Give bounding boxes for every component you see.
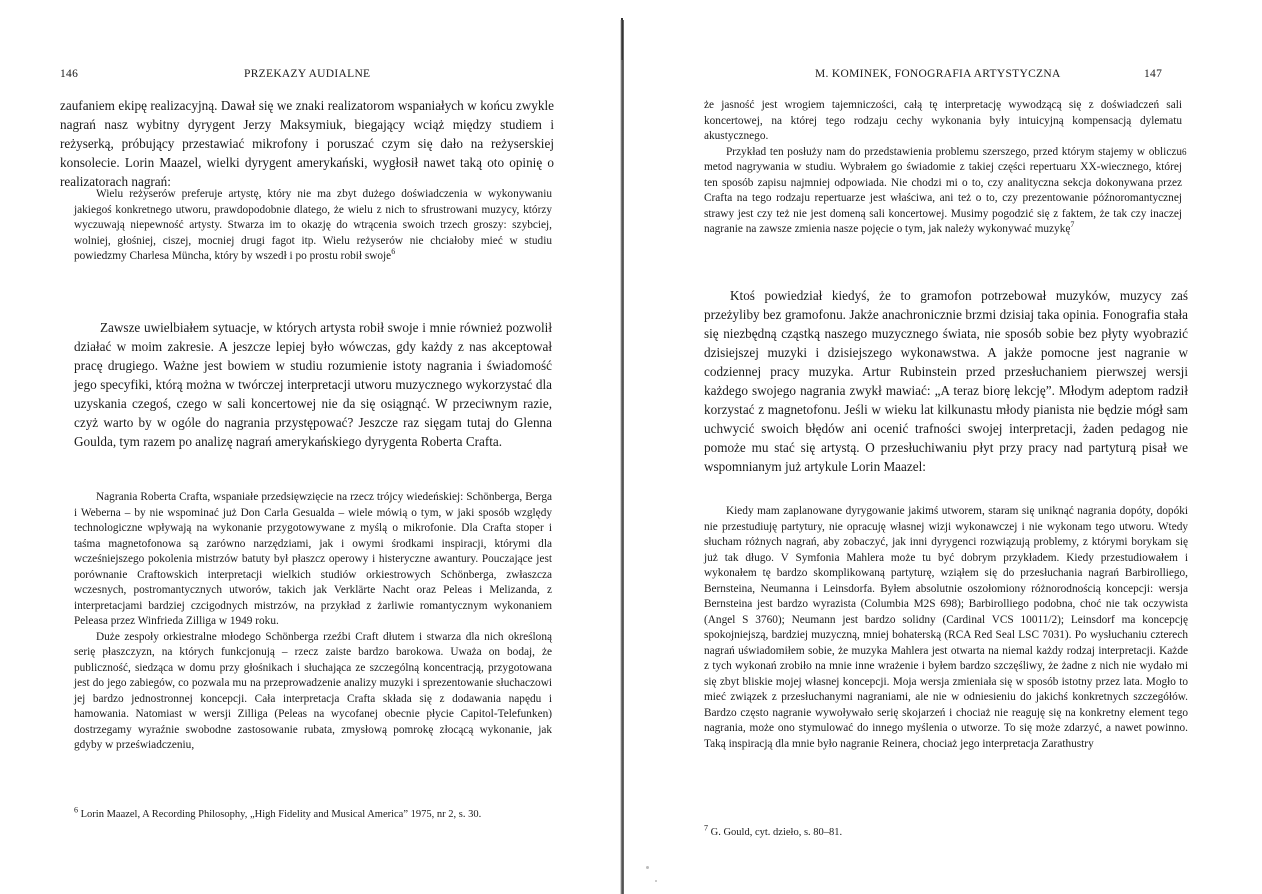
left-page (0, 0, 620, 894)
scan-speck (646, 866, 649, 869)
running-head: M. KOMINEK, FONOGRAFIA ARTYSTYCZNA (815, 68, 1061, 80)
block-quote (74, 187, 552, 265)
paragraph: Ktoś powiedział kiedyś, że to gramofon potrzebował muzyków, muzycy zaś przeżyliby bez gramofonu. Jakże anachronicznie brzmi dzisiaj taka opinia. Fonografia stała się niezbędną cząstką naszego muzycznego świata, nie sposób sobie bez płyty wyobrazić dzisiejszej muzyki i dzisiejszego wykonawstwa. A jakże pomocne jest nagranie w codziennej pracy muzyka. Artur Rubinstein przed przesłuchaniem pierwszej wersji każdego swojego nagrania zwykł mawiać: „A teraz biorę lekcję”. Młodym adeptom radził korzystać z magnetofonu. Jeśli w wieku lat kilkunastu młody pianista nie będzie mógł sam uchwycić swoich błędów ani ocenić trafności swojej interpretacji, żaden pedagog nie pomoże mu stać się artystą. O przesłuchiwaniu płyt przy pracy nad partyturą pisał we wspomnianym już artykule Lorin Maazel: (704, 288, 1188, 474)
footnote (704, 823, 1182, 840)
right-page (626, 0, 1262, 894)
paragraph: zaufaniem ekipę realizacyjną. Dawał się we znaki realizatorom wspaniałych w końcu zwykle nagrań nasz wybitny dyrygent Jerzy Maksymiuk, biegający wciąż między studiem i reżyserką, próbujący przestawiać mikrofony i poruszać czym się dało na reżyserskiej konsolecie. Lorin Maazel, wielki dyrygent amerykański, wygłosił nawet taką oto opinię o realizatorach nagrań: (60, 98, 554, 189)
quote-text: Przykład ten posłuży nam do przedstawienia problemu szerszego, przed którym stajemy w obliczu metod nagrywania w studiu. Wybrałem go świadomie z takiej części repertuaru XX-wiecznego, której ten sposób zapisu najmniej odpowiada. Nie chodzi mi o to, czy analityczna sekcja dokonywana przez Crafta na tego rodzaju repertuarze jest właściwa, ani też o to, czy prezentowanie późnoromantycznej strawy jest czy też nie jest domeną sali koncertowej. Musimy pogodzić się z faktem, że tak czy inaczej nagranie na zawsze zmienia nasze pojęcie o tym, jak należy wykonywać muzykę (704, 145, 1182, 235)
page-number: 146 (60, 68, 79, 80)
footnote-number: 7 (704, 823, 708, 833)
quote-paragraph (74, 187, 552, 265)
quote-paragraph: Duże zespoły orkiestralne młodego Schönberga rzeźbi Craft dłutem i stwarza dla nich określoną serię płaszczyzn, na których funkcjonują – rzecz zaiste bardzo barokowa. Uważa on bodaj, że publiczność, siedząca w domu przy głośnikach i słuchająca ze szczególną koncentracją, przygotowana jest do jego zabiegów, co pozwala mu na przeprowadzenie analizy muzyki i sprezentowanie słuchaczowi jej bardzo jednostronnej koncepcji. Cała interpretacja Crafta składa się z dodawania napędu i hamowania. Natomiast w wersji Zilliga (Peleas na wycofanej obecnie płycie Capitol-Telefunken) dostrzegamy wyraźnie swobodne zastosowanie rubata, zmysłową pomrokę złocącą wykonanie, jak gdyby w przeświadczeniu, (74, 630, 552, 751)
margin-mark: 6 (1182, 147, 1187, 157)
quote-paragraph: Nagrania Roberta Crafta, wspaniałe przedsięwzięcie na rzecz trójcy wiedeńskiej: Schönberga, Berga i Weberna – by nie wspominać już Don Carla Gesualda – wiele mówią o tym, w jaki sposób względy technologiczne wpływają na wykonanie przygotowywane z myślą o mikrofonie. Dla Crafta stoper i taśma magnetofonowa są zarówno narzędziami, jak i owymi środkami inspiracji, którymi dla wcześniejszego pokolenia mistrzów batuty był płaszcz operowy i histeryczne awantury. Pouczające jest porównanie Craftowskich interpretacji wielkich studiów orkiestrowych Schönberga, zwłaszcza wczesnych, postromantycznych utworów, takich jak Verklärte Nacht oraz Peleas i Melizanda, z interpretacjami bardziej czcigodnych mistrzów, na przykład z żarliwie romantycznym wykonaniem Peleasa przez Winfrieda Zilliga w 1949 roku. (74, 491, 552, 627)
main-text (704, 286, 1188, 476)
quote-paragraph: Kiedy mam zaplanowane dyrygowanie jakimś utworem, staram się uniknąć nagrania dopóty, dopóki nie przestudiuję partytury, nie opracuję własnej wizji wykonawczej i nie wykonam tego utworu. Wtedy słucham różnych nagrań, aby zobaczyć, jak inni dyrygenci rozwiązują problemy, z którymi borykam się już tak długo. V Symfonia Mahlera może tu być dobrym przykładem. Kiedy przestudiowałem i wykonałem tę bardzo skomplikowaną partyturę, wziąłem się do przesłuchania nagrań Barbirolliego, Bernsteina, Neumanna i Leinsdorfa. Byłem absolutnie oszołomiony różnorodnością koncepcji: wersja Bernsteina jest bardzo wyrazista (Columbia M2S 698); Barbirolliego podobna, choć nie tak oczywista (Angel S 3760); Neumann jest bardzo solidny (Cardinal VCS 10011/2); Leinsdorf ma koncepcję spokojniejszą, bardziej muzyczną, mniej bohaterską (RCA Red Seal LSC 7031). Po wysłuchaniu czterech nagrań uświadomiłem sobie, że muzyka Mahlera jest otwarta na niemal każdy rodzaj interpretacji. Każde z tych wykonań zrobiło na mnie inne wrażenie i byłem bardzo szczęśliwy, że żadne z nich nie wydało mi się zbyt bliskie mojej własnej koncepcji. Moja wersja zmieniała się w sposób istotny przez lata. Mogło to mieć związek z przesłuchanymi nagraniami, ale nie w odniesieniu do jakichś konkretnych szczegółów. Bardzo często nagranie wywoływało serię skojarzeń i chociaż nie reaguję się na konkretny element tego nagrania, może ono stymulować do innego myślenia o utworze. To się może zdarzyć, a nawet powinno. Taką inspiracją dla mnie było nagranie Reinera, chociaż jego interpretacja Zarathustry (704, 505, 1188, 750)
footnote-number: 6 (74, 805, 78, 815)
paragraph: Zawsze uwielbiałem sytuacje, w których artysta robił swoje i mnie również pozwolił działać w moim zakresie. A jeszcze lepiej było wówczas, gdy każdy z nas akceptował pracę drugiego. Ważne jest bowiem w studiu rozumienie istoty nagrania i świadomość jego specyfiki, którą można w twórczej interpretacji utworu muzycznego wykorzystać dla uzyskania czegoś, czego w sali koncertowej nie da się osiągnąć. W przeciwnym razie, czyż warto by w ogóle do nagrania przystępować? Jeszcze raz sięgam tutaj do Glenna Goulda, tym razem po analizę nagrań amerykańskiego dyrygenta Roberta Crafta. (74, 320, 552, 449)
page-number: 147 (1144, 68, 1163, 80)
quote-text: Wielu reżyserów preferuje artystę, który nie ma zbyt dużego doświadczenia w wykonywaniu jakiegoś konkretnego utworu, prawdopodobnie dlatego, że wielu z nich to sfrustrowani muzycy, którzy wyczuwają niepewność artysty. Stwarza im to okazję do wtrącenia swoich trzech groszy: szybciej, wolniej, głośniej, ciszej, mocniej drugi fagot itp. Wielu reżyserów nie chciałoby mieć w studiu powiedzmy Charlesa Müncha, który by wszedł i po prostu robił swoje (74, 188, 552, 262)
block-quote (704, 98, 1182, 238)
footnote-reference: 6 (391, 247, 396, 257)
footnote-text: $^6$ Lorin Maazel, A Recording Philosophy, „High Fidelity and Musical America” 1975, nr 2, s. 30. (74, 805, 482, 820)
running-head: PRZEKAZY AUDIALNE (244, 68, 371, 80)
footnote-reference: 7 (1070, 220, 1075, 230)
scan-speck (655, 880, 657, 882)
main-text (60, 96, 554, 191)
block-quote (704, 504, 1188, 752)
footnote-text: $^7$ G. Gould, cyt. dzieło, s. 80–81. (704, 823, 843, 838)
footnote (74, 805, 552, 822)
quote-paragraph: że jasność jest wrogiem tajemniczości, całą tę interpretację wywodzącą się z doświadczeń sali koncertowej, na której tego rodzaju cechy wykonania były intuicyjną kompensacją dylematu akustycznego. (704, 99, 1182, 142)
quote-paragraph (704, 145, 1182, 238)
block-quote (74, 490, 552, 754)
main-text (74, 318, 552, 451)
book-spine (620, 20, 624, 894)
